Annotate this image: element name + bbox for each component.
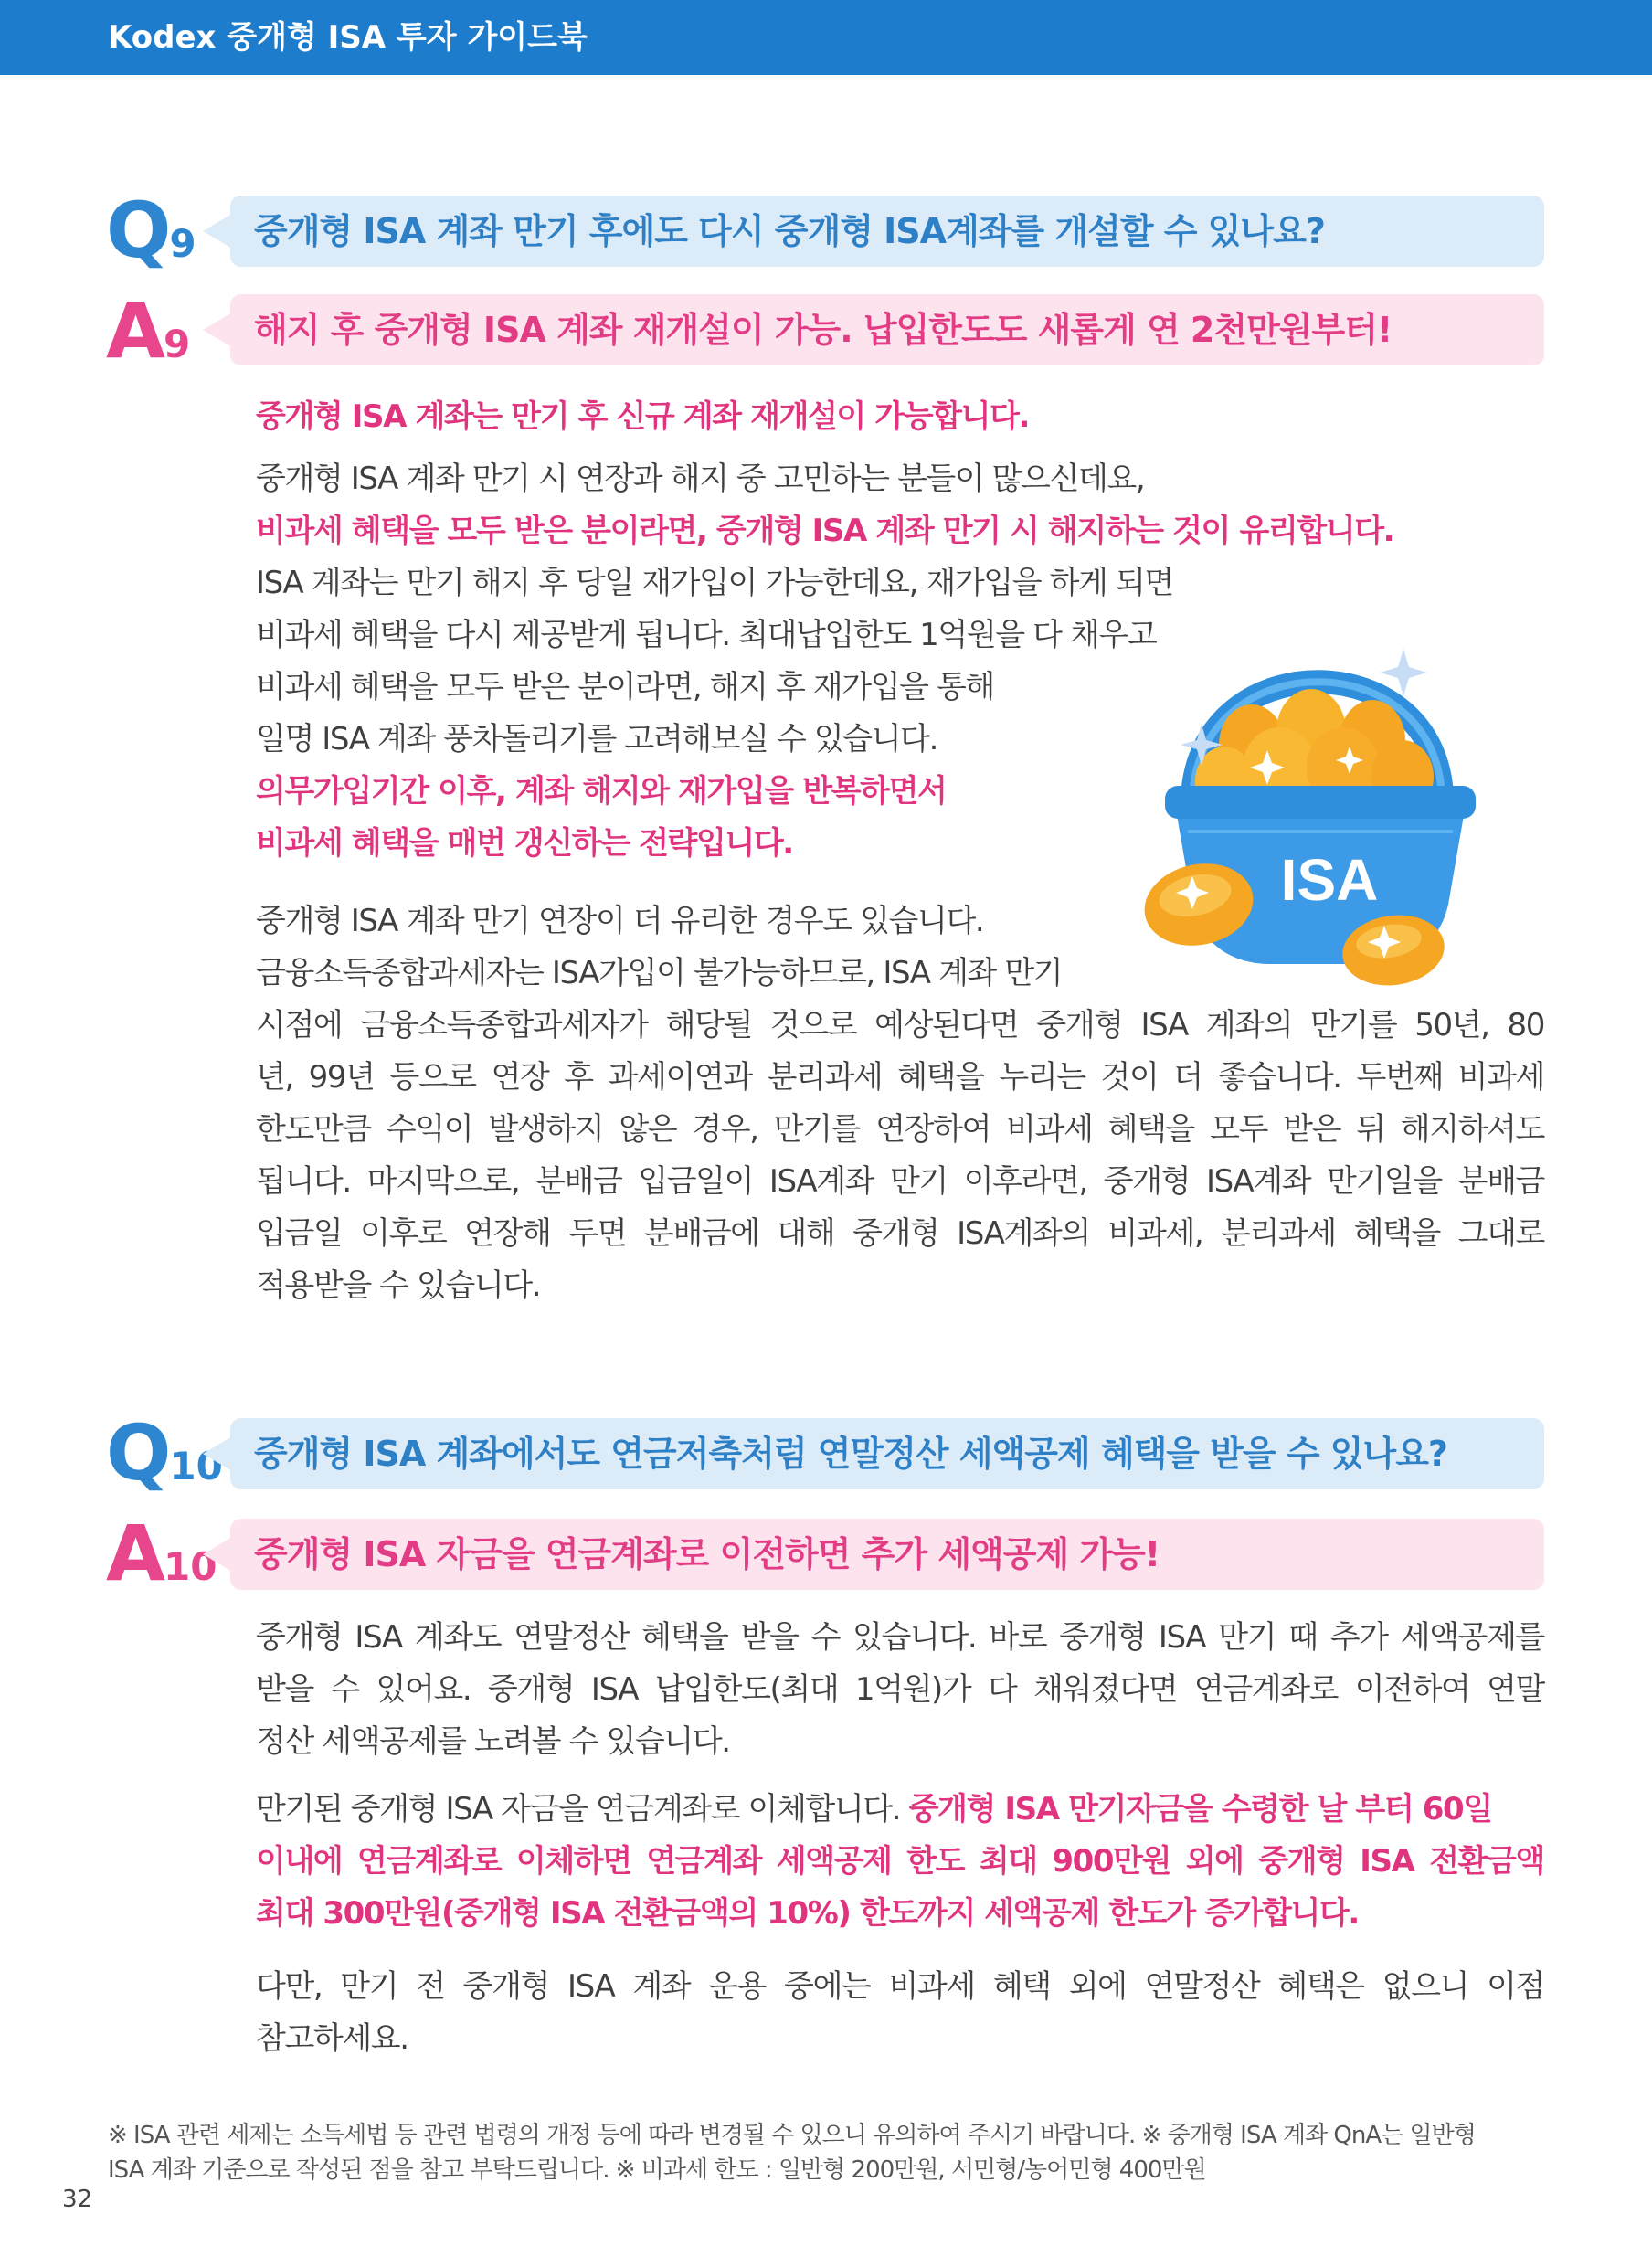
q9-label: Q9 bbox=[106, 185, 196, 275]
q9-question-box bbox=[230, 196, 1544, 267]
header-bar bbox=[0, 0, 1652, 75]
page-number: 32 bbox=[62, 2186, 93, 2213]
a10-paragraph-1: 중개형 ISA 계좌도 연말정산 혜택을 받을 수 있습니다. 바로 중개형 ISA 만기 때 추가 세액공제를 받을 수 있어요. 중개형 ISA 납입한도(최대 1억원)가 다 채워졌다면 연금계좌로 이전하여 연말 정산 세액공제를 노려볼 수 있습니다. bbox=[256, 1619, 1544, 1760]
a9-answer: 해지 후 중개형 ISA 계좌 재개설이 가능. 납입한도도 새롭게 연 2천만원부터! bbox=[254, 310, 1393, 350]
a10-answer: 중개형 ISA 자금을 연금계좌로 이전하면 추가 세액공제 가능! bbox=[254, 1534, 1160, 1574]
a9-lead: 중개형 ISA 계좌는 만기 후 신규 계좌 재개설이 가능합니다. bbox=[256, 398, 1030, 435]
a9-label: A9 bbox=[106, 286, 191, 376]
q10-label: Q10 bbox=[106, 1408, 223, 1498]
a10-paragraph-2: 만기된 중개형 ISA 자금을 연금계좌로 이체합니다. 중개형 ISA 만기자금을 수령한 날 부터 60일 이내에 연금계좌로 이체하면 연금계좌 세액공제 한도 최대 900만원 외에 중개형 ISA 전환금액 최대 300만원(중개형 ISA 전환금액의 10%) 한도까지 세액공제 한도가 증가합니다. bbox=[256, 1791, 1544, 1932]
a9-paragraph-2: 중개형 ISA 계좌 만기 연장이 더 유리한 경우도 있습니다. 금융소득종합과세자는 ISA가입이 불가능하므로, ISA 계좌 만기 시점에 금융소득종합과세자가 해당될 것으로 예상된다면 중개형 ISA 계좌의 만기를 50년, 80 년, 99년 등으로 연장 후 과세이연과 분리과세 혜택을 누리는 것이 더 좋습니다. 두번째 비과세 한도만큼 수익이 발생하지 않은 경우, 만기를 연장하여 비과세 혜택을 모두 받은 뒤 해지하셔도 됩니다. 마지막으로, 분배금 입금일이 ISA계좌 만기 이후라면, 중개형 ISA계좌 만기일을 분배금 입금일 이후로 연장해 두면 분배금에 대해 중개형 ISA계좌의 비과세, 분리과세 혜택을 그대로 적용받을 수 있습니다. bbox=[256, 903, 1544, 1304]
q9-question: 중개형 ISA 계좌 만기 후에도 다시 중개형 ISA계좌를 개설할 수 있나요? bbox=[254, 211, 1325, 251]
a10-label: A10 bbox=[106, 1509, 217, 1598]
a10-answer-box bbox=[230, 1519, 1544, 1590]
q10-question: 중개형 ISA 계좌에서도 연금저축처럼 연말정산 세액공제 혜택을 받을 수 있나요? bbox=[254, 1434, 1447, 1474]
footnote: ※ ISA 관련 세제는 소득세법 등 관련 법령의 개정 등에 따라 변경될 수 있으니 유의하여 주시기 바랍니다. ※ 중개형 ISA 계좌 QnA는 일반형 ISA 계좌 기준으로 작성된 점을 참고 부탁드립니다. ※ 비과세 한도 : 일반형 200만원, 서민형/농어민형 400만원 bbox=[108, 2122, 1476, 2184]
a10-paragraph-3: 다만, 만기 전 중개형 ISA 계좌 운용 중에는 비과세 혜택 외에 연말정산 혜택은 없으니 이점 참고하세요. bbox=[256, 1968, 1544, 2057]
header-title: Kodex 중개형 ISA 투자 가이드북 bbox=[108, 19, 588, 56]
a9-answer-box bbox=[230, 294, 1544, 365]
q10-question-box bbox=[230, 1418, 1544, 1489]
basket-label: ISA bbox=[1280, 847, 1379, 913]
a9-paragraph-1: 중개형 ISA 계좌 만기 시 연장과 해지 중 고민하는 분들이 많으신데요, 비과세 혜택을 모두 받은 분이라면, 중개형 ISA 계좌 만기 시 해지하는 것이 유리합니다. ISA 계좌는 만기 해지 후 당일 재가입이 가능한데요, 재가입을 하게 되면 비과세 혜택을 다시 제공받게 됩니다. 최대납입한도 1억원을 다 채우고 비과세 혜택을 모두 받은 분이라면, 해지 후 재가입을 통해 일명 ISA 계좌 풍차돌리기를 고려해보실 수 있습니다. 의무가입기간 이후, 계좌 해지와 재가입을 반복하면서 비과세 혜택을 매번 갱신하는 전략입니다. bbox=[256, 461, 1394, 862]
basket-of-golden-eggs-icon bbox=[1133, 603, 1508, 987]
